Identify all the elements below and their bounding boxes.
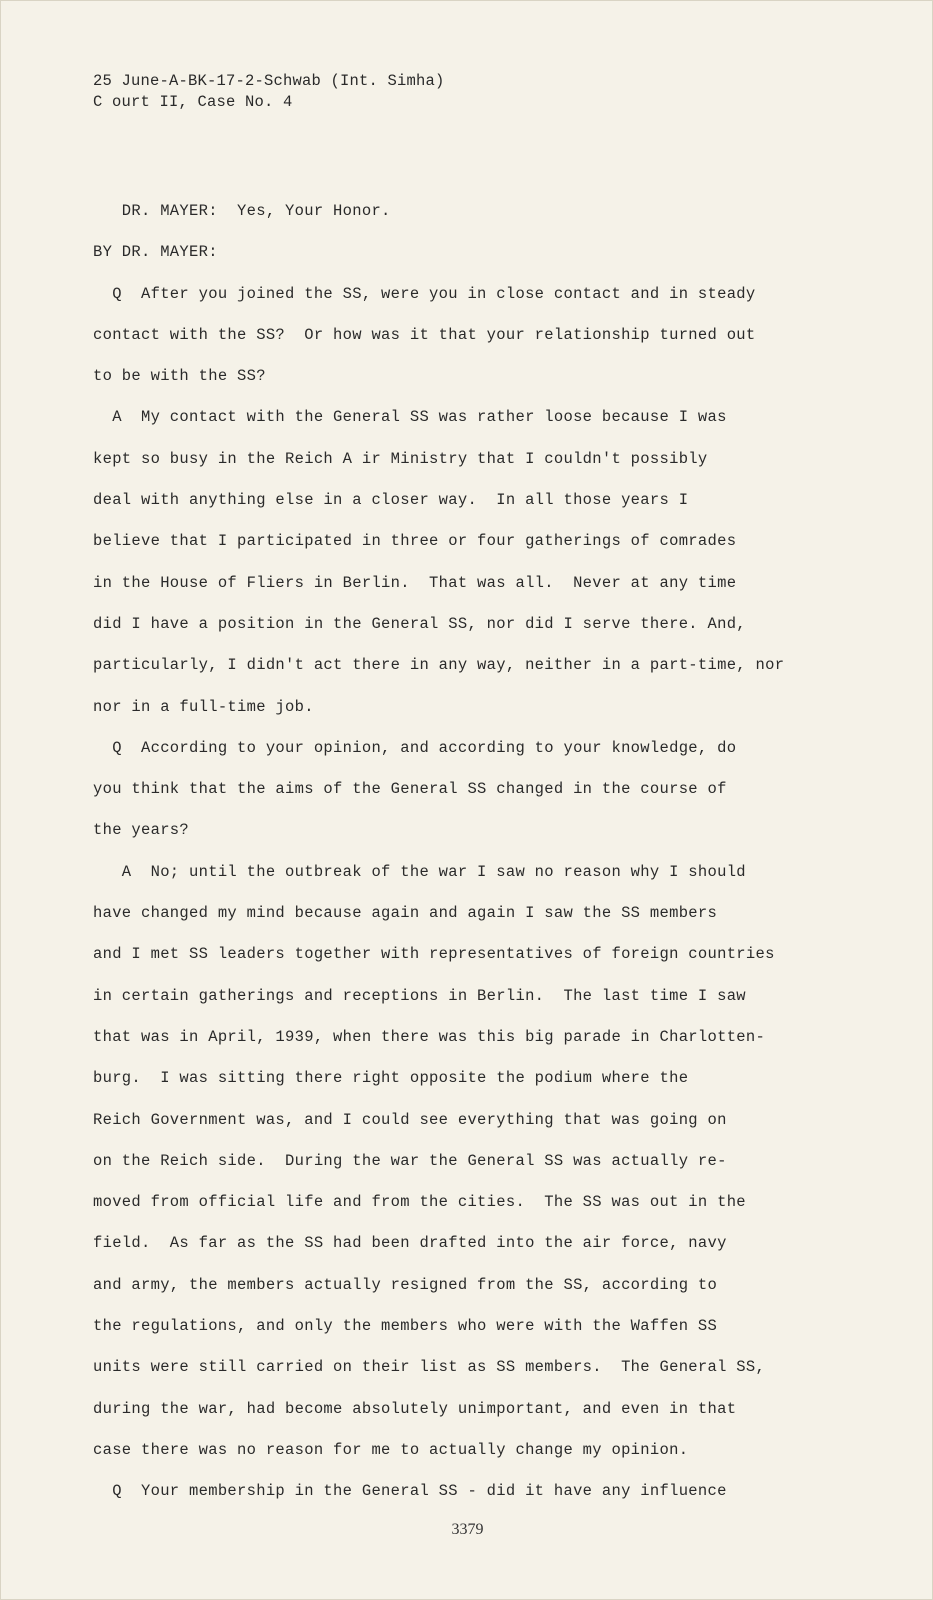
transcript-line: nor in a full-time job. <box>93 697 314 716</box>
transcript-line: the regulations, and only the members who were with the Waffen SS <box>93 1317 718 1336</box>
transcript-line: A My contact with the General SS was rather loose because I was <box>93 408 727 427</box>
transcript-line: Q Your membership in the General SS - did it have any influence <box>93 1482 727 1501</box>
transcript-body <box>93 191 883 1513</box>
transcript-line: kept so busy in the Reich A ir Ministry that I couldn't possibly <box>93 449 708 468</box>
transcript-line: believe that I participated in three or four gatherings of comrades <box>93 532 737 551</box>
transcript-line: and I met SS leaders together with representatives of foreign countries <box>93 945 775 964</box>
transcript-line: during the war, had become absolutely unimportant, and even in that <box>93 1399 737 1418</box>
transcript-line: in certain gatherings and receptions in Berlin. The last time I saw <box>93 986 746 1005</box>
transcript-line: DR. MAYER: Yes, Your Honor. <box>93 202 391 220</box>
transcript-line: Reich Government was, and I could see everything that was going on <box>93 1110 727 1129</box>
transcript-line: contact with the SS? Or how was it that your relationship turned out <box>93 325 756 344</box>
transcript-line: in the House of Fliers in Berlin. That was all. Never at any time <box>93 573 737 592</box>
transcript-line: deal with anything else in a closer way. In all those years I <box>93 491 689 510</box>
transcript-line: to be with the SS? <box>93 367 266 386</box>
transcript-line: did I have a position in the General SS, nor did I serve there. And, <box>93 614 746 633</box>
transcript-line: moved from official life and from the cities. The SS was out in the <box>93 1193 746 1212</box>
document-header <box>93 71 445 113</box>
transcript-line: that was in April, 1939, when there was this big parade in Charlotten- <box>93 1027 766 1046</box>
page-number: 3379 <box>451 1521 484 1538</box>
transcript-line: have changed my mind because again and again I saw the SS members <box>93 904 718 923</box>
transcript-line: case there was no reason for me to actually change my opinion. <box>93 1440 689 1459</box>
transcript-line: the years? <box>93 821 190 840</box>
transcript-line: and army, the members actually resigned from the SS, according to <box>93 1275 718 1294</box>
transcript-line: on the Reich side. During the war the General SS was actually re- <box>93 1151 727 1170</box>
transcript-line: particularly, I didn't act there in any way, neither in a part-time, nor <box>93 656 785 675</box>
transcript-line: field. As far as the SS had been drafted into the air force, navy <box>93 1234 727 1253</box>
transcript-line: BY DR. MAYER: <box>93 243 218 262</box>
transcript-line: burg. I was sitting there right opposite the podium where the <box>93 1069 689 1088</box>
transcript-line: you think that the aims of the General SS changed in the course of <box>93 780 727 799</box>
header-line-date-case: 25 June-A-BK-17-2-Schwab (Int. Simha) <box>93 72 445 90</box>
header-line-court: C ourt II, Case No. 4 <box>93 93 293 111</box>
transcript-line: Q After you joined the SS, were you in close contact and in steady <box>93 284 756 303</box>
transcript-line: A No; until the outbreak of the war I saw no reason why I should <box>93 862 746 881</box>
transcript-line: units were still carried on their list as SS members. The General SS, <box>93 1358 766 1377</box>
transcript-line: Q According to your opinion, and according to your knowledge, do <box>93 738 737 757</box>
